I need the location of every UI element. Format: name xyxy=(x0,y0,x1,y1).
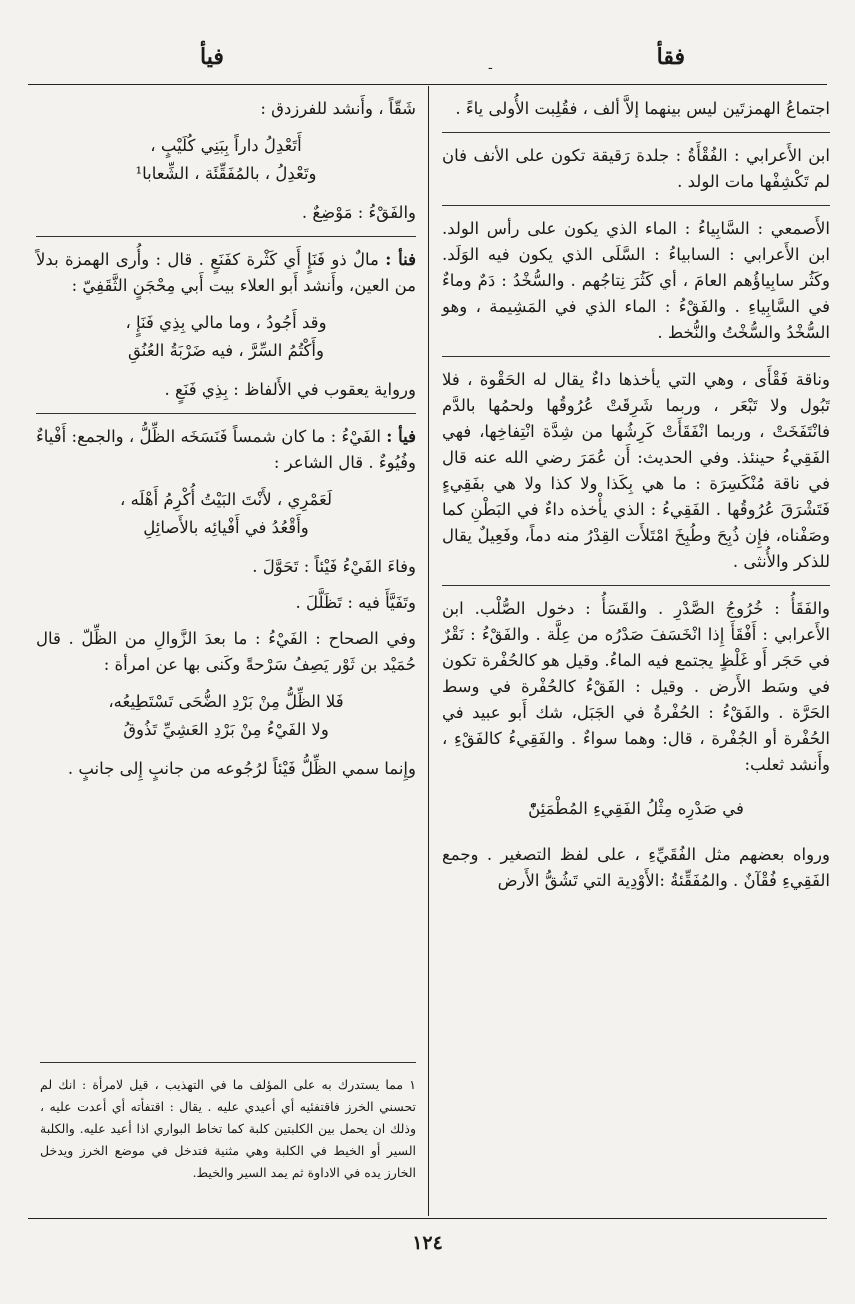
verse xyxy=(36,309,416,365)
footnote: ١ مما يستدرك به على المؤلف ما في التهذيب ، قيل لامرأة : انك لم تحسني الخرز فاقتفئيه أي أعيدي عليه . يقال : اقتفأته أي أعدت عليه ، وذلك ان يحمل بين الكلبتين كلبة كما تخاط البواري اذا أعيد عليه. والكلبة السير أو الخيط في الكلبة وهي مثنية فتدخل في موضع الخرز ويدخل الخارز يده في الاداوة ثم يمد السير والخيط. xyxy=(40,1077,416,1180)
verse-line: أَتَعْدِلُ داراً بِبَنِي كُلَيْبٍ ، xyxy=(150,136,302,155)
paragraph: وفاءَ الفَيْءُ فَيْئاً : تَحَوَّلَ . xyxy=(252,557,416,576)
left-column xyxy=(36,96,416,1206)
header-left-word: فيأ xyxy=(200,44,224,70)
verse xyxy=(36,486,416,542)
separator xyxy=(36,413,416,414)
paragraph: ورواه بعضهم مثل الفُقَيِّءِ ، على لفظ التصغير . وجمع الفَقِيءِ فُقْآنٌ . والمُفَقِّئةُ :الأَوْدِية التي تَشُقُّ الأَرض xyxy=(442,845,830,890)
verse xyxy=(36,132,416,188)
page-header xyxy=(0,44,855,84)
footnote-rule xyxy=(40,1062,416,1063)
separator xyxy=(442,585,830,586)
entry-head: فنأ : xyxy=(385,250,417,269)
entry-text: مالٌ ذو فَنَإٍ أَي كَثْرة كفَنَعٍ . قال : وأُرى الهمزة بدلاً من العين، وأَنشد أَبو العلاء بيت أَبي مِحْجَنٍ الثَّقَفِيّ : xyxy=(36,250,416,295)
separator xyxy=(442,205,830,206)
bottom-rule xyxy=(28,1218,827,1219)
column-divider xyxy=(428,86,429,1216)
header-mark: - xyxy=(488,60,493,76)
verse xyxy=(36,688,416,744)
page-number: ١٢٤ xyxy=(412,1232,443,1254)
paragraph: وفي الصحاح : الفَيْءُ : ما بعدَ الزَّوالِ من الظِّلّ . قال حُمَيْد بن ثَوْر يَصِفُ سَرْحةً وكَنى بها عن امرأة : xyxy=(36,629,416,674)
paragraph: ورواية يعقوب في الأَلفاظ : بِذِي فَنَعٍ . xyxy=(164,380,416,399)
paragraph: ابن الأَعرابي : الفُقْأَةُ : جلدة رَقيقة تكون على الأنف فان لم تَكْشِفْها مات الولد . xyxy=(442,146,830,191)
paragraph: وناقة فَقْأَى ، وهي التي يأخذها داءٌ يقال له الحَقْوة ، فلا تَبُول ولا تَبْعَر ، وربما شَرِقَتْ عُرُوقُها ولحمُها بالدَّم فانْتَفَخَتْ ، وربما انْفَقَأَتْ كَرِشُها من شِدَّة انْتِفاخِها، فهي الفَقِيءُ حينئذ. وفي الحديث: أَن عُمَرَ رضي الله عنه قال في ناقة مُنْكَسِرَة : ما هي بِكَذا ولا كذا ولا هي بفَقِيءٍ فَتَشْرَقَ عُرُوقُها . الفَقِيءُ : الذي يأْخذه داءٌ في البَطْنِ كما وصَفْناه، فإِن ذُبِحَ وطُبِخَ امْتَلأَت القِدْرُ منه دماً، وفَعِيلٌ يقال للذكر والأُنثى . xyxy=(442,370,830,571)
right-column xyxy=(442,96,830,904)
header-right-word: فقأ xyxy=(656,44,685,70)
verse: في صَدْرِه مِثْلُ الفَقِيءِ المُطْمَئِنّْ xyxy=(528,799,744,818)
entry-paragraph xyxy=(36,247,416,299)
verse-line: فَلا الظِّلُّ مِنْ بَرْدِ الضُّحَى تَسْتَطِيعُه، xyxy=(108,692,344,711)
verse-line: وقد أَجُودُ ، وما مالي بِذِي فَنَإٍ ، xyxy=(125,313,327,332)
top-rule xyxy=(28,84,827,85)
paragraph: اجتماعُ الهمزتَين ليس بينهما إلاَّ ألف ، فقُلِبت الأُولى ياءً . xyxy=(455,99,830,118)
paragraph: شَقّاً ، وأَنشد للفرزدق : xyxy=(260,99,416,118)
paragraph: وإِنما سمي الظِّلُّ فَيْئاً لرُجُوعه من جانبٍ إِلى جانبٍ . xyxy=(67,759,416,778)
entry-text: الفَيْءُ : ما كان شمساً فَنَسَخَه الظِّلُّ ، والجمع: أَفْياءٌ وفُيُوءٌ . قال الشاعر : xyxy=(36,427,416,472)
paragraph: والفَقْءُ : مَوْضِعٌ . xyxy=(301,203,416,222)
verse-line: ولا الفَيْءُ مِنْ بَرْدِ العَشِيِّ تَذُوقُ xyxy=(123,720,329,739)
verse-line: لَعَمْرِي ، لأَنْتَ البَيْتُ أُكْرِمُ أَهْلَه ، xyxy=(120,490,332,509)
verse-line: وأَكْتُمُ السِّرَّ ، فيه ضَرْبَةُ العُنُقِ xyxy=(128,341,324,360)
paragraph: وتَفَيَّأَ فيه : تَظَلَّلَ . xyxy=(295,593,416,612)
separator xyxy=(36,236,416,237)
paragraph: والفَقَأُ : خُرُوجُ الصَّدْرِ . والقَسَأُ : دخول الصُّلْب. ابن الأَعرابي : أَفْقَأَ إِذا انْخَسَفَ صَدْرُه من عِلَّة . والفَقْءُ : نَقْرٌ في حَجَر أَو غَلْظٍ يجتمع فيه الماءُ. وقيل هو كالحُفْرة تكون في وسَط الأَرض . وقيل : الفَقْءُ كالحُفْرة في وسط الحَرَّة . والفَقْءُ : الحُفْرةُ في الجَبَل، شك أَبو عبيد في الحُفْرة أو الجُفْرة ، قال: وهما سواءٌ . والفَقِيءُ كالفَقْءِ ، وأَنشد ثعلب: xyxy=(442,599,830,774)
entry-paragraph xyxy=(36,424,416,476)
separator xyxy=(442,132,830,133)
paragraph: الأَصمعي : السَّابِياءُ : الماء الذي يكون على رأس الولد. ابن الأَعرابي : السابياءُ : السَّلَى الذي يكون فيه الوَلَد. وكَثُر سابِياؤُهم العامَ ، أي كَثُرَ نِتاجُهم . والسُّخْدُ : دَمٌ وماءٌ في السَّابِياءِ . والفَقْءُ : الماء الذي في المَشِيمة ، وهو السُّخْدُ والسُّخْتُ والنُّخط . xyxy=(442,219,830,342)
entry-head: فيأ : xyxy=(386,427,417,446)
separator xyxy=(442,356,830,357)
verse-line: وأَقْعُدُ في أَفْيائِه بالأَصائِلِ xyxy=(143,518,309,537)
verse-line: وتَعْدِلُ ، بالمُفَقِّئَة ، الشِّعابا¹ xyxy=(135,164,317,183)
